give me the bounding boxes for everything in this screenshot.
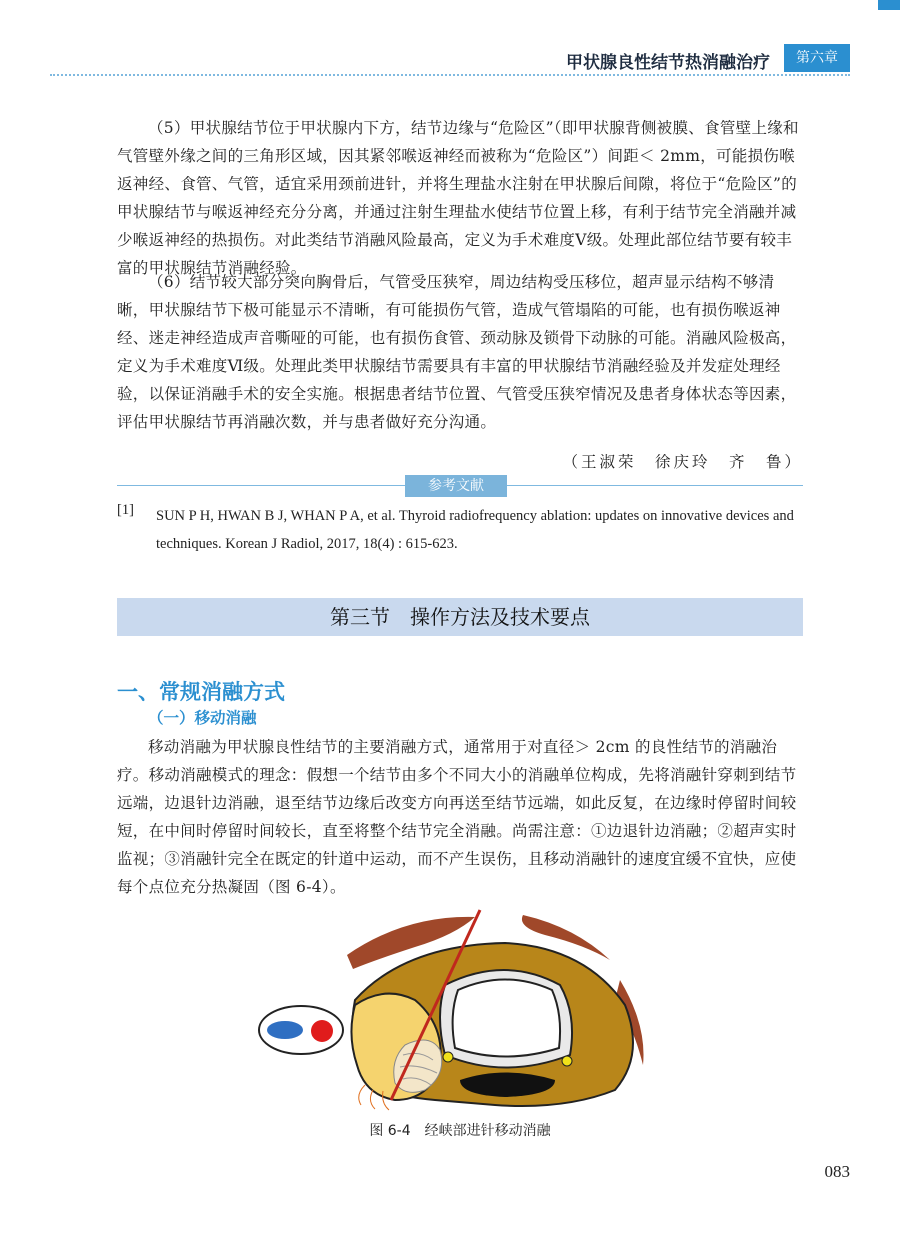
references-heading: 参考文献	[405, 475, 507, 497]
carotid-artery	[311, 1020, 333, 1042]
header-rule	[50, 74, 850, 76]
trachea-lumen	[453, 980, 560, 1057]
reference-text: SUN P H, HWAN B J, WHAN P A, et al. Thyroid radiofrequency ablation: updates on innovative devices and techniques. Korean J Radiol, 2017, 18(4) : 615-623.	[156, 508, 794, 552]
reference-number: [1]	[117, 502, 134, 518]
author-line: （王淑荣 徐庆玲 齐 鲁）	[562, 453, 803, 471]
figure-caption: 图 6-4 经峡部进针移动消融	[369, 1123, 551, 1139]
body-paragraph: 移动消融为甲状腺良性结节的主要消融方式，通常用于对直径＞ 2cm 的良性结节的消融治疗。移动消融模式的理念：假想一个结节由多个不同大小的消融单位构成，先将消融针穿刺到结节远端，边退针边消融，退至结节边缘后改变方向再送至结节远端，如此反复，在边缘时停留时间较短，在中间时停留时间较长，直至将整个结节完全消融。尚需注意：①边退针边消融；②超声实时监视；③消融针完全在既定的针道中运动，而不产生误伤，且移动消融针的速度宜缓不宜快，应使每个点位充分热凝固（图 6-4）。	[117, 738, 797, 896]
left-recurrent-nerve	[443, 1052, 453, 1062]
figure-thyroid-ablation	[255, 905, 655, 1119]
page-number: 083	[824, 1162, 850, 1181]
thyroid-cross-section-illustration	[255, 905, 655, 1115]
paragraph-5: （5）甲状腺结节位于甲状腺内下方，结节边缘与“危险区”（即甲状腺背侧被膜、食管壁上缘和气管壁外缘之间的三角形区域，因其紧邻喉返神经而被称为“危险区”）间距＜ 2mm，可能损伤喉返神经、食管、气管，适宜采用颈前进针，并将生理盐水注射在甲状腺后间隙，将位于“危险区”的甲状腺结节与喉返神经充分分离，并通过注射生理盐水使结节位置上移，有利于结节完全消融并减少喉返神经的热损伤。对此类结节消融风险最高，定义为手术难度Ⅴ级。处理此部位结节要有较丰富的甲状腺结节消融经验。	[117, 119, 799, 277]
jugular-vein	[267, 1021, 303, 1039]
paragraph-6: （6）结节较大部分突向胸骨后，气管受压狭窄，周边结构受压移位，超声显示结构不够清晰，甲状腺结节下极可能显示不清晰，有可能损伤气管，造成气管塌陷的可能，也有损伤喉返神经、迷走神经造成声音嘶哑的可能，也有损伤食管、颈动脉及锁骨下动脉的可能。消融风险极高，定义为手术难度Ⅵ级。处理此类甲状腺结节需要具有丰富的甲状腺结节消融经验及并发症处理经验，以保证消融手术的安全实施。根据患者结节位置、气管受压狭窄情况及患者身体状态等因素，评估甲状腺结节再消融次数，并与患者做好充分沟通。	[117, 273, 797, 431]
running-header-title: 甲状腺良性结节热消融治疗	[566, 53, 770, 73]
chapter-tag: 第六章	[784, 44, 850, 72]
section-title: 第三节 操作方法及技术要点	[330, 605, 590, 629]
heading-level-2: （一）移动消融	[148, 709, 257, 727]
right-recurrent-nerve	[562, 1056, 572, 1066]
heading-level-1: 一、常规消融方式	[117, 680, 285, 704]
corner-accent	[878, 0, 900, 10]
